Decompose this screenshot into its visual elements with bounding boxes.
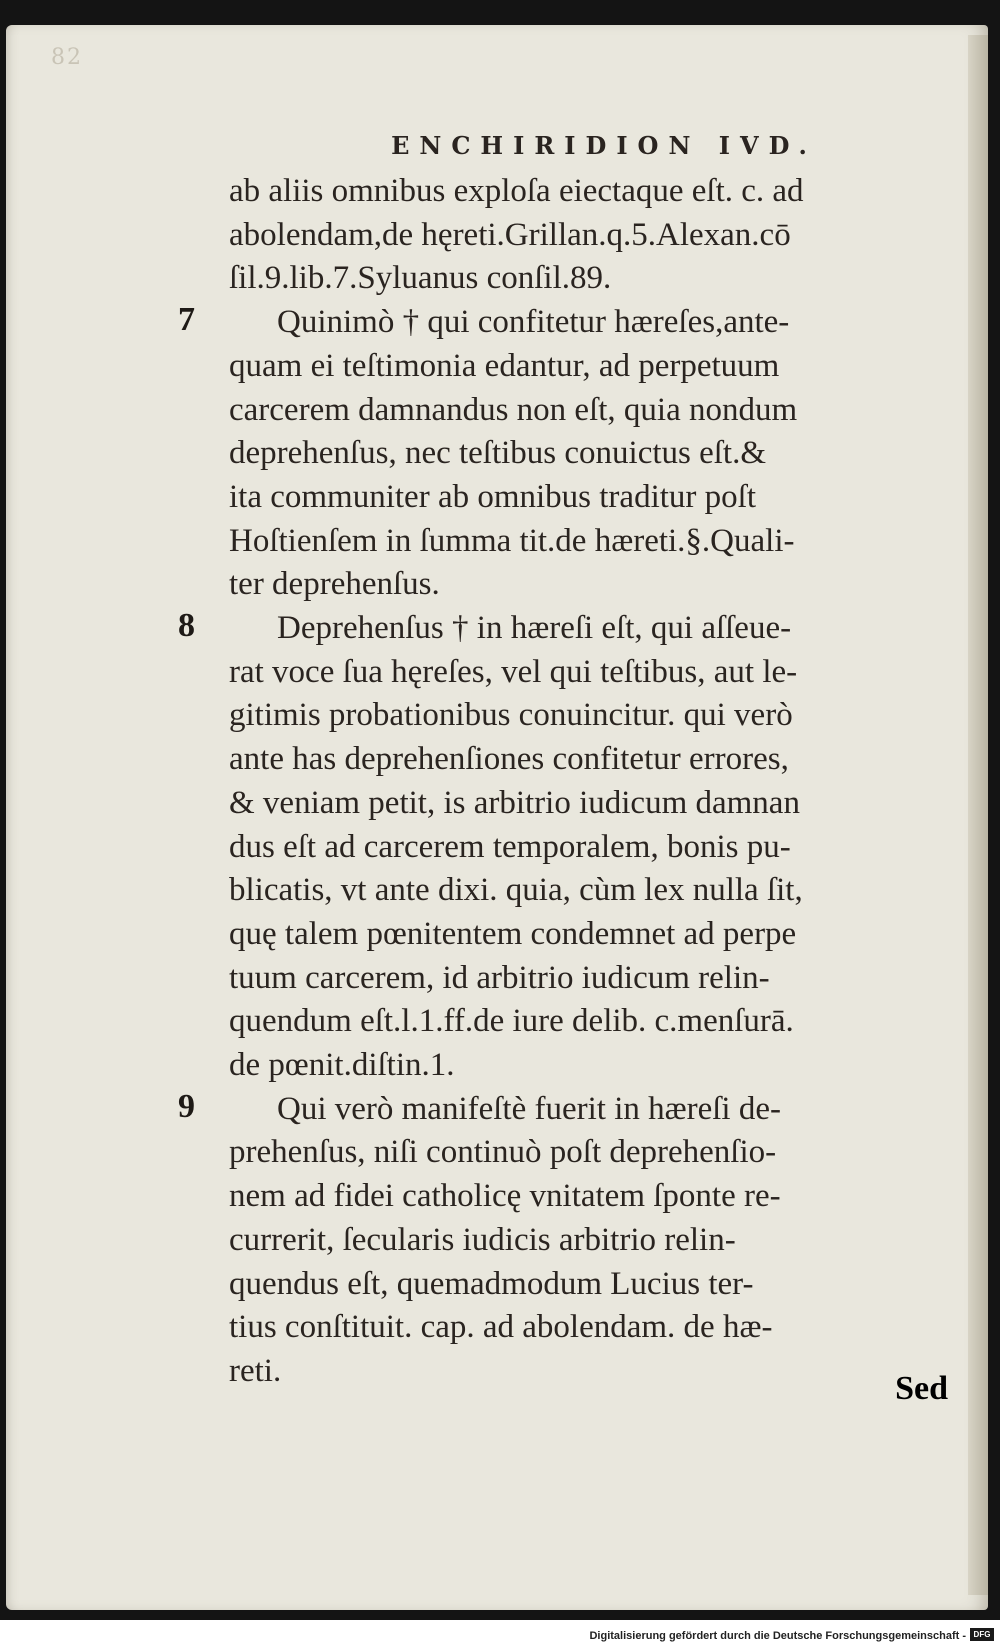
paragraph [178, 301, 944, 607]
text-line: nem ad fidei catholicę vnitatem ſponte re- [229, 1178, 781, 1215]
paragraph-number: 8 [178, 607, 195, 645]
text-line: de pœnit.diſtin.1. [229, 1047, 455, 1084]
text-line: blicatis, vt ante dixi. quia, cùm lex nulla ſit, [229, 872, 803, 909]
paragraph-number: 7 [178, 301, 195, 339]
paragraph [178, 1087, 944, 1394]
body-text [178, 170, 944, 1394]
text-line: Qui verò manifeſtè fuerit in hæreſi de- [277, 1090, 781, 1127]
text-line: & veniam petit, is arbitrio iudicum damnan [229, 784, 800, 821]
text-line: prehenſus, niſi continuò poſt deprehenſio- [229, 1134, 777, 1171]
text-line: quendus eſt, quemadmodum Lucius ter- [229, 1265, 754, 1302]
paragraph [178, 607, 944, 1088]
book-page [6, 25, 988, 1610]
text-line: reti. [229, 1352, 282, 1389]
folio-number: 82 [51, 45, 83, 70]
text-line: tius conſtituit. cap. ad abolendam. de hæ- [229, 1309, 773, 1346]
text-line: Quinimò † qui confitetur hæreſes,ante- [277, 304, 790, 341]
text-line: gitimis probationibus conuincitur. qui verò [229, 697, 793, 734]
page-edge [968, 35, 988, 1595]
text-line: ita communiter ab omnibus traditur poſt [229, 478, 756, 515]
catchword: Sed [895, 1370, 948, 1407]
text-line: ante has deprehenſiones confitetur errores, [229, 741, 789, 778]
text-line: quę talem pœnitentem condemnet ad perpe [229, 915, 797, 952]
text-line: quam ei teſtimonia edantur, ad perpetuum [229, 347, 780, 384]
text-line: carcerem damnandus non eſt, quia nondum [229, 391, 798, 428]
text-line: Deprehenſus † in hæreſi eſt, qui aſſeue- [277, 610, 792, 647]
funding-credit: Digitalisierung gefördert durch die Deutsche Forschungsgemeinschaft - [589, 1630, 966, 1642]
paragraph [184, 170, 944, 301]
text-line: dus eſt ad carcerem temporalem, bonis pu- [229, 828, 791, 865]
text-line: quendum eſt.l.1.ff.de iure delib. c.menſurā. [229, 1003, 794, 1040]
text-line: deprehenſus, nec teſtibus conuictus eſt.& [229, 435, 767, 472]
text-block [178, 105, 944, 1394]
dfg-logo: DFG [970, 1628, 994, 1641]
running-head: ENCHIRIDION IVD. [391, 131, 817, 160]
text-line: ter deprehenſus. [229, 566, 440, 603]
digitization-footer [0, 1620, 1000, 1645]
text-line: rat voce ſua hęreſes, vel qui teſtibus, aut le- [229, 653, 798, 690]
text-line: abolendam,de hęreti.Grillan.q.5.Alexan.cō [229, 216, 791, 253]
text-line: tuum carcerem, id arbitrio iudicum relin- [229, 959, 770, 996]
text-line: currerit, ſecularis iudicis arbitrio relin- [229, 1221, 736, 1258]
text-line: Hoſtienſem in ſumma tit.de hæreti.§.Quali- [229, 522, 795, 559]
text-line: ab aliis omnibus exploſa eiectaque eſt. c. ad [229, 173, 804, 209]
text-line: ſil.9.lib.7.Syluanus conſil.89. [229, 260, 612, 297]
paragraph-number: 9 [178, 1087, 195, 1125]
